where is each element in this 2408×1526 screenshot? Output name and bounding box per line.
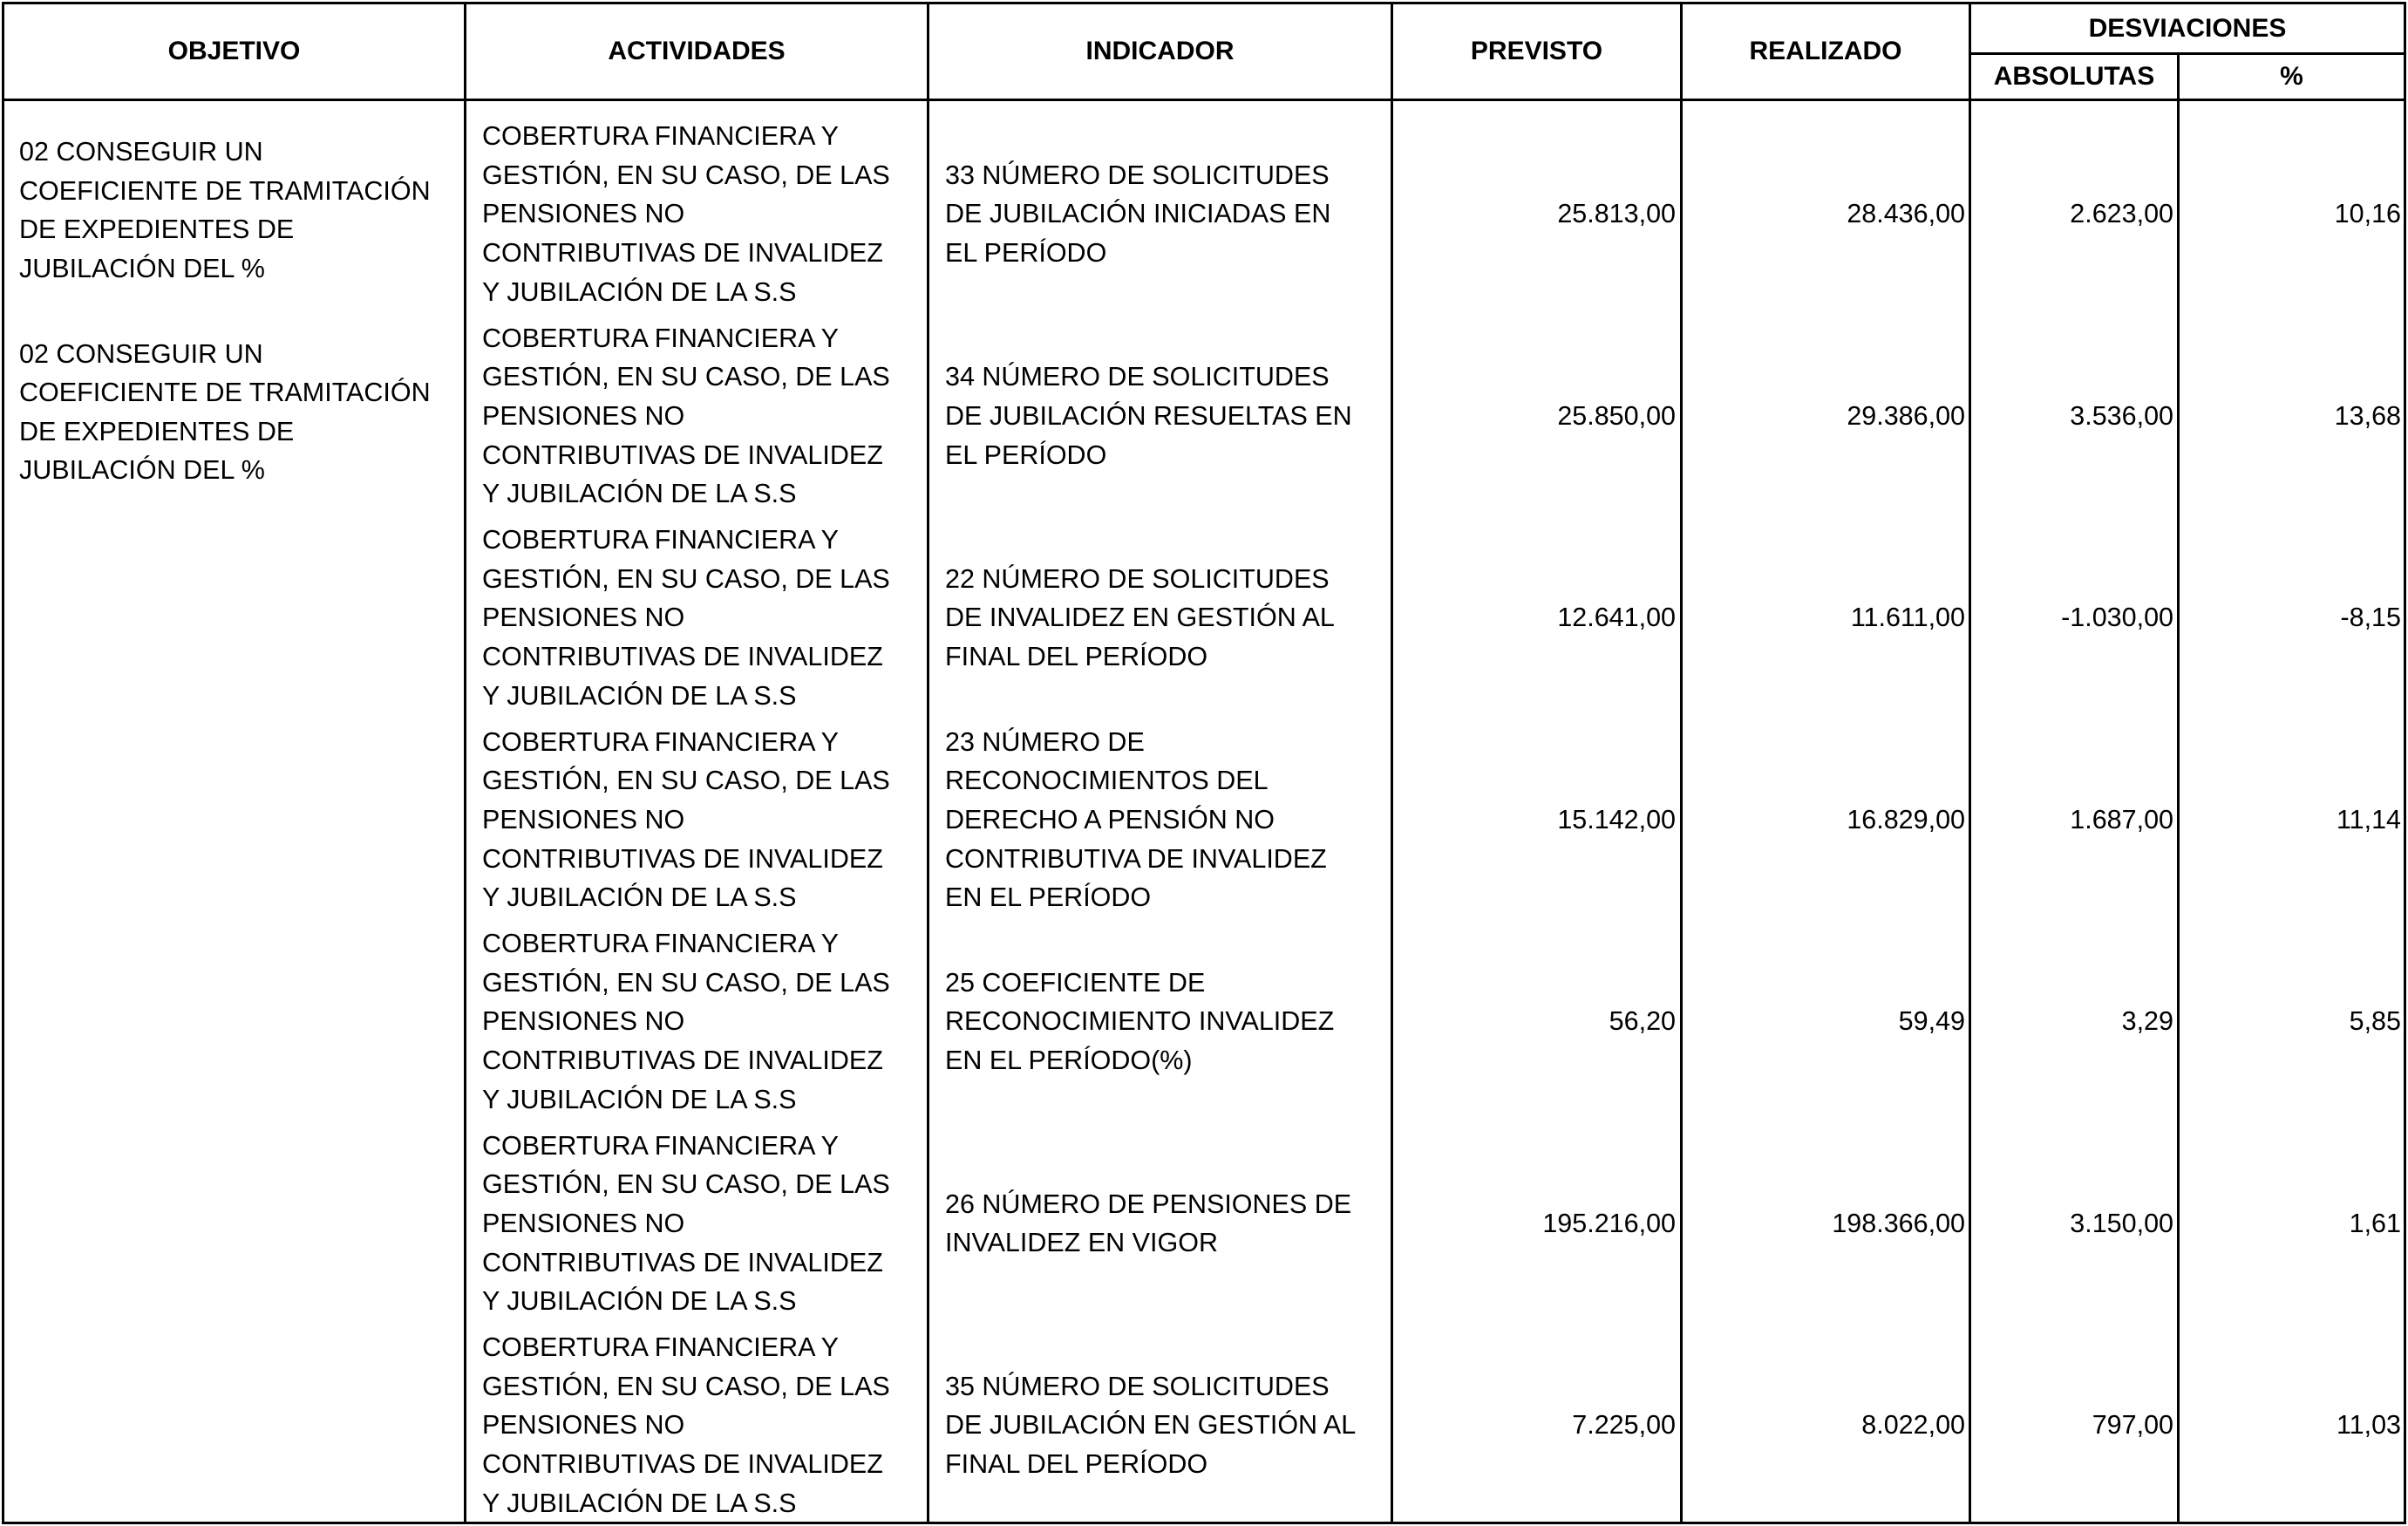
header-bottom-line [2, 99, 2406, 101]
cell-porcentaje: 11,14 [2336, 804, 2401, 835]
cell-actividades: COBERTURA FINANCIERA Y GESTIÓN, EN SU CASO, DE LAS PENSIONES NO CONTRIBUTIVAS DE INVALIDEZ Y JUBILACIÓN DE LA S.S [482, 929, 890, 1114]
cell-absolutas: 3.536,00 [2070, 400, 2173, 431]
header-desviaciones: DESVIACIONES [2088, 13, 2287, 43]
cell-absolutas: 3.150,00 [2070, 1208, 2173, 1238]
cell-previsto: 56,20 [1609, 1006, 1676, 1037]
cell-previsto: 7.225,00 [1572, 1410, 1676, 1441]
cell-absolutas: 2.623,00 [2070, 199, 2173, 229]
header-realizado: REALIZADO [1749, 37, 1902, 65]
cell-absolutas: 797,00 [2092, 1410, 2173, 1441]
cell-realizado: 198.366,00 [1832, 1208, 1965, 1238]
cell-realizado: 28.436,00 [1847, 199, 1965, 229]
cell-realizado: 59,49 [1898, 1006, 1965, 1037]
cell-porcentaje: 10,16 [2334, 199, 2401, 229]
cell-absolutas: -1.030,00 [2061, 603, 2173, 633]
cell-actividades: COBERTURA FINANCIERA Y GESTIÓN, EN SU CASO, DE LAS PENSIONES NO CONTRIBUTIVAS DE INVALIDEZ Y JUBILACIÓN DE LA S.S [482, 1130, 890, 1317]
cell-actividades: COBERTURA FINANCIERA Y GESTIÓN, EN SU CASO, DE LAS PENSIONES NO CONTRIBUTIVAS DE INVALIDEZ Y JUBILACIÓN DE LA S.S [482, 726, 890, 913]
cell-indicador: 26 NÚMERO DE PENSIONES DE INVALIDEZ EN VIGOR [945, 1189, 1352, 1258]
cell-previsto: 25.813,00 [1557, 199, 1676, 229]
column-divider [1969, 2, 1971, 1524]
cell-previsto: 12.641,00 [1557, 603, 1676, 633]
cell-actividades: COBERTURA FINANCIERA Y GESTIÓN, EN SU CASO, DE LAS PENSIONES NO CONTRIBUTIVAS DE INVALIDEZ Y JUBILACIÓN DE LA S.S [482, 323, 890, 509]
cell-previsto: 195.216,00 [1542, 1208, 1676, 1238]
cell-realizado: 29.386,00 [1847, 400, 1965, 431]
cell-porcentaje: 11,03 [2336, 1410, 2401, 1441]
column-divider [1680, 2, 1683, 1524]
cell-indicador: 35 NÚMERO DE SOLICITUDES DE JUBILACIÓN EN GESTIÓN AL FINAL DEL PERÍODO [945, 1371, 1357, 1480]
header-previsto: PREVISTO [1470, 37, 1603, 65]
cell-indicador: 25 COEFICIENTE DE RECONOCIMIENTO INVALIDEZ EN EL PERÍODO(%) [945, 967, 1335, 1076]
cell-indicador: 34 NÚMERO DE SOLICITUDES DE JUBILACIÓN RESUELTAS EN EL PERÍODO [945, 362, 1352, 470]
cell-indicador: 23 NÚMERO DE RECONOCIMIENTOS DEL DERECHO A PENSIÓN NO CONTRIBUTIVA DE INVALIDEZ EN EL PERÍODO [945, 726, 1327, 913]
cell-absolutas: 1.687,00 [2070, 804, 2173, 835]
header-actividades: ACTIVIDADES [608, 37, 786, 65]
header-objetivo: OBJETIVO [167, 37, 301, 65]
cell-realizado: 11.611,00 [1850, 603, 1965, 633]
column-divider [1391, 2, 1393, 1524]
column-divider [2177, 54, 2180, 1524]
cell-previsto: 25.850,00 [1557, 400, 1676, 431]
cell-realizado: 8.022,00 [1861, 1410, 1965, 1441]
cell-porcentaje: 1,61 [2349, 1208, 2401, 1238]
cell-absolutas: 3,29 [2121, 1006, 2173, 1037]
cell-porcentaje: 13,68 [2334, 400, 2401, 431]
header-absolutas: ABSOLUTAS [1993, 62, 2155, 91]
cell-previsto: 15.142,00 [1557, 804, 1676, 835]
cell-actividades: COBERTURA FINANCIERA Y GESTIÓN, EN SU CASO, DE LAS PENSIONES NO CONTRIBUTIVAS DE INVALIDEZ Y JUBILACIÓN DE LA S.S [482, 525, 890, 711]
header-indicador: INDICADOR [1085, 37, 1235, 65]
header-porcentaje: % [2280, 62, 2303, 91]
cell-actividades: COBERTURA FINANCIERA Y GESTIÓN, EN SU CASO, DE LAS PENSIONES NO CONTRIBUTIVAS DE INVALIDEZ Y JUBILACIÓN DE LA S.S [482, 121, 890, 307]
column-divider [464, 2, 466, 1524]
cell-realizado: 16.829,00 [1847, 804, 1965, 835]
column-divider [927, 2, 929, 1524]
cell-objetivo: 02 CONSEGUIR UN COEFICIENTE DE TRAMITACIÓN DE EXPEDIENTES DE JUBILACIÓN DEL % [19, 137, 431, 283]
cell-objetivo: 02 CONSEGUIR UN COEFICIENTE DE TRAMITACIÓN DE EXPEDIENTES DE JUBILACIÓN DEL % [19, 338, 431, 486]
cell-indicador: 22 NÚMERO DE SOLICITUDES DE INVALIDEZ EN GESTIÓN AL FINAL DEL PERÍODO [945, 563, 1335, 672]
cell-porcentaje: -8,15 [2340, 603, 2401, 633]
cell-indicador: 33 NÚMERO DE SOLICITUDES DE JUBILACIÓN INICIADAS EN EL PERÍODO [945, 160, 1331, 269]
cell-porcentaje: 5,85 [2349, 1006, 2401, 1037]
cell-actividades: COBERTURA FINANCIERA Y GESTIÓN, EN SU CASO, DE LAS PENSIONES NO CONTRIBUTIVAS DE INVALIDEZ Y JUBILACIÓN DE LA S.S [482, 1332, 890, 1518]
